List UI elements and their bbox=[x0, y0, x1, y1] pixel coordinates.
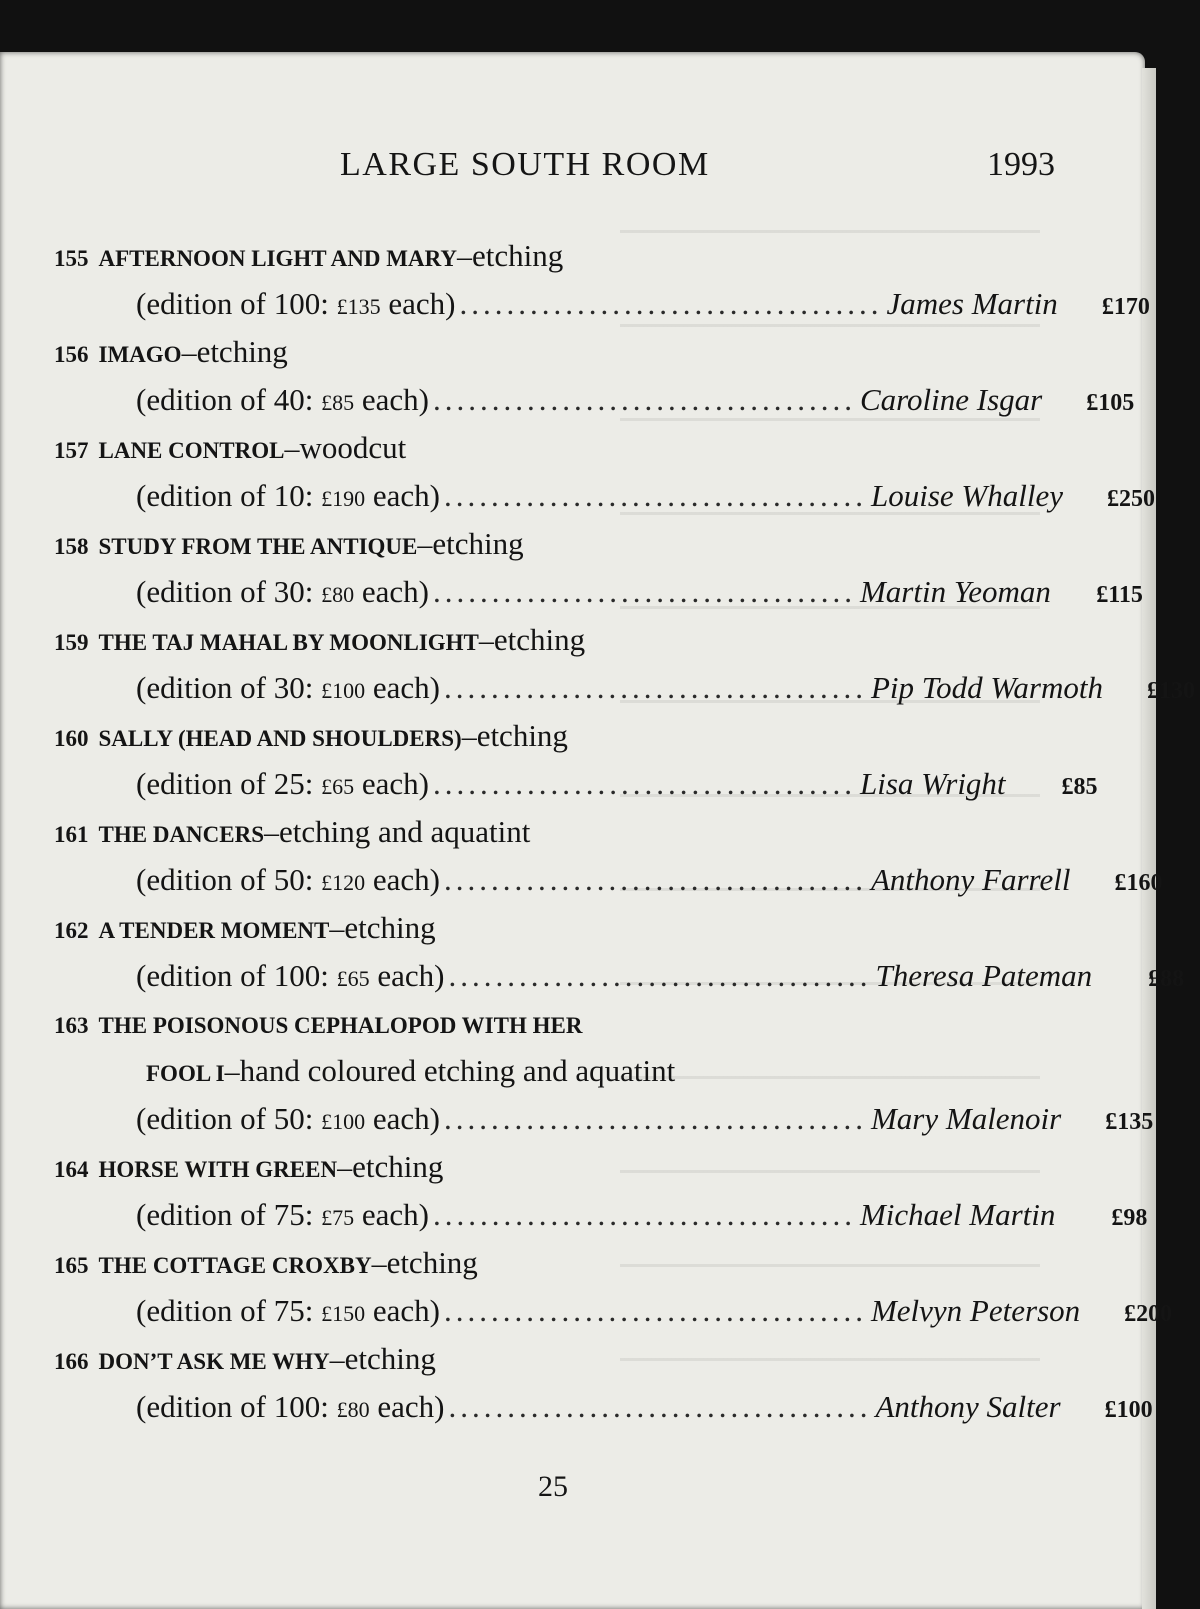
dash: – bbox=[264, 816, 280, 849]
entry-artist: Martin Yeoman bbox=[859, 574, 1051, 609]
entry-number: 158 bbox=[54, 534, 89, 559]
dash: – bbox=[329, 1343, 345, 1376]
entry-price: £98 bbox=[1111, 1205, 1148, 1231]
entry-number: 156 bbox=[54, 342, 89, 367]
entry-edition: (edition of 100: £80 each) bbox=[136, 1389, 445, 1424]
entry-number: 162 bbox=[54, 918, 89, 943]
catalogue-entry bbox=[54, 520, 1143, 616]
entry-medium: etching bbox=[493, 622, 586, 657]
catalogue-list bbox=[54, 232, 1195, 1431]
entry-medium: etching bbox=[352, 1149, 444, 1184]
entry-medium: etching bbox=[344, 1341, 436, 1376]
entry-medium: etching bbox=[344, 910, 436, 945]
entry-number: 159 bbox=[54, 630, 89, 655]
leader-dots: .................................... bbox=[459, 286, 883, 321]
catalogue-entry bbox=[54, 808, 1163, 904]
entry-price: £250 bbox=[1106, 486, 1155, 512]
leader-dots: .................................... bbox=[443, 1101, 867, 1136]
entry-number: 166 bbox=[54, 1349, 89, 1374]
entry-number: 155 bbox=[54, 246, 89, 271]
entry-artist: James Martin bbox=[886, 286, 1058, 321]
entry-medium: etching bbox=[476, 718, 568, 753]
entry-edition: (edition of 100: £135 each) bbox=[136, 286, 456, 321]
entry-title: AFTERNOON LIGHT AND MARY bbox=[98, 246, 457, 271]
entry-title-continued: FOOL I bbox=[146, 1061, 225, 1086]
leader-dots: .................................... bbox=[432, 382, 856, 417]
entry-title: THE DANCERS bbox=[98, 822, 265, 847]
entry-title: THE TAJ MAHAL BY MOONLIGHT bbox=[98, 630, 479, 655]
entry-edition: (edition of 30: £100 each) bbox=[136, 670, 440, 705]
catalogue-entry bbox=[54, 1239, 1173, 1335]
dash: – bbox=[457, 240, 472, 273]
dash: – bbox=[224, 1055, 240, 1088]
entry-number: 165 bbox=[54, 1253, 89, 1278]
entry-edition: (edition of 75: £75 each) bbox=[136, 1197, 429, 1232]
entry-edition: (edition of 100: £65 each) bbox=[136, 958, 445, 993]
dash: – bbox=[417, 528, 433, 561]
entry-title: IMAGO bbox=[98, 342, 182, 367]
entry-edition: (edition of 25: £65 each) bbox=[136, 766, 429, 801]
entry-edition: (edition of 10: £190 each) bbox=[136, 478, 440, 513]
catalogue-entry bbox=[54, 712, 1098, 808]
entry-price: £160 bbox=[1114, 870, 1163, 896]
entry-price: £100 bbox=[1104, 1397, 1153, 1423]
catalogue-entry bbox=[54, 1335, 1153, 1431]
page-number: 25 bbox=[538, 1470, 568, 1503]
entry-edition: (edition of 50: £100 each) bbox=[136, 1101, 440, 1136]
entry-medium: etching bbox=[472, 238, 564, 273]
leader-dots: .................................... bbox=[443, 670, 867, 705]
entry-title: STUDY FROM THE ANTIQUE bbox=[98, 534, 418, 559]
entry-artist: Anthony Farrell bbox=[870, 862, 1071, 897]
entry-artist: Pip Todd Warmoth bbox=[870, 670, 1103, 705]
entry-artist: Mary Malenoir bbox=[870, 1101, 1062, 1136]
entry-medium: etching bbox=[386, 1245, 478, 1280]
catalogue-entry bbox=[54, 616, 1195, 712]
entry-artist: Anthony Salter bbox=[875, 1389, 1061, 1424]
entry-price: £88 bbox=[1148, 966, 1185, 992]
room-title: LARGE SOUTH ROOM bbox=[340, 146, 710, 183]
entry-price: £105 bbox=[1086, 390, 1135, 416]
year: 1993 bbox=[987, 146, 1055, 183]
entry-price: £200 bbox=[1124, 1301, 1173, 1327]
entry-number: 163 bbox=[54, 1013, 89, 1038]
entry-artist: Melvyn Peterson bbox=[870, 1293, 1081, 1328]
catalogue-entry bbox=[54, 1143, 1148, 1239]
entry-price: £130 bbox=[1146, 678, 1195, 704]
catalogue-entry bbox=[54, 1000, 1154, 1143]
leader-dots: .................................... bbox=[443, 478, 867, 513]
leader-dots: .................................... bbox=[448, 958, 872, 993]
dash: – bbox=[181, 336, 197, 369]
dash: – bbox=[337, 1151, 353, 1184]
entry-medium: etching and aquatint bbox=[279, 814, 531, 849]
entry-price: £135 bbox=[1105, 1109, 1154, 1135]
dash: – bbox=[461, 720, 477, 753]
entry-medium: etching bbox=[432, 526, 524, 561]
entry-number: 157 bbox=[54, 438, 89, 463]
dash: – bbox=[284, 432, 300, 465]
entry-artist: Lisa Wright bbox=[859, 766, 1006, 801]
entry-artist: Louise Whalley bbox=[870, 478, 1063, 513]
catalogue-entry bbox=[54, 232, 1150, 328]
entry-title: THE COTTAGE CROXBY bbox=[98, 1253, 372, 1278]
entry-price: £115 bbox=[1096, 582, 1143, 608]
entry-number: 161 bbox=[54, 822, 89, 847]
leader-dots: .................................... bbox=[448, 1389, 872, 1424]
catalogue-entry bbox=[54, 904, 1185, 1000]
entry-medium: etching bbox=[196, 334, 288, 369]
entry-medium: woodcut bbox=[299, 430, 407, 465]
entry-edition: (edition of 75: £150 each) bbox=[136, 1293, 440, 1328]
leader-dots: .................................... bbox=[443, 1293, 867, 1328]
dash: – bbox=[478, 624, 494, 657]
entry-title: LANE CONTROL bbox=[98, 438, 285, 463]
entry-number: 164 bbox=[54, 1157, 89, 1182]
leader-dots: .................................... bbox=[432, 574, 856, 609]
entry-edition: (edition of 40: £85 each) bbox=[136, 382, 429, 417]
entry-medium: hand coloured etching and aquatint bbox=[239, 1053, 676, 1088]
entry-title: THE POISONOUS CEPHALOPOD WITH HER bbox=[98, 1013, 583, 1038]
entry-edition: (edition of 50: £120 each) bbox=[136, 862, 440, 897]
leader-dots: .................................... bbox=[443, 862, 867, 897]
entry-price: £85 bbox=[1061, 774, 1098, 800]
dash: – bbox=[371, 1247, 387, 1280]
entry-title: DON’T ASK ME WHY bbox=[98, 1349, 330, 1374]
entry-title: A TENDER MOMENT bbox=[98, 918, 330, 943]
entry-title: SALLY (HEAD AND SHOULDERS) bbox=[98, 726, 462, 751]
entry-artist: Michael Martin bbox=[859, 1197, 1056, 1232]
dash: – bbox=[329, 912, 345, 945]
leader-dots: .................................... bbox=[432, 1197, 856, 1232]
entry-price: £170 bbox=[1101, 294, 1150, 320]
catalogue-entry bbox=[54, 328, 1135, 424]
entry-title: HORSE WITH GREEN bbox=[98, 1157, 338, 1182]
entry-artist: Theresa Pateman bbox=[875, 958, 1093, 993]
catalogue-entry bbox=[54, 424, 1155, 520]
entry-edition: (edition of 30: £80 each) bbox=[136, 574, 429, 609]
entry-artist: Caroline Isgar bbox=[859, 382, 1043, 417]
leader-dots: .................................... bbox=[432, 766, 856, 801]
entry-number: 160 bbox=[54, 726, 89, 751]
